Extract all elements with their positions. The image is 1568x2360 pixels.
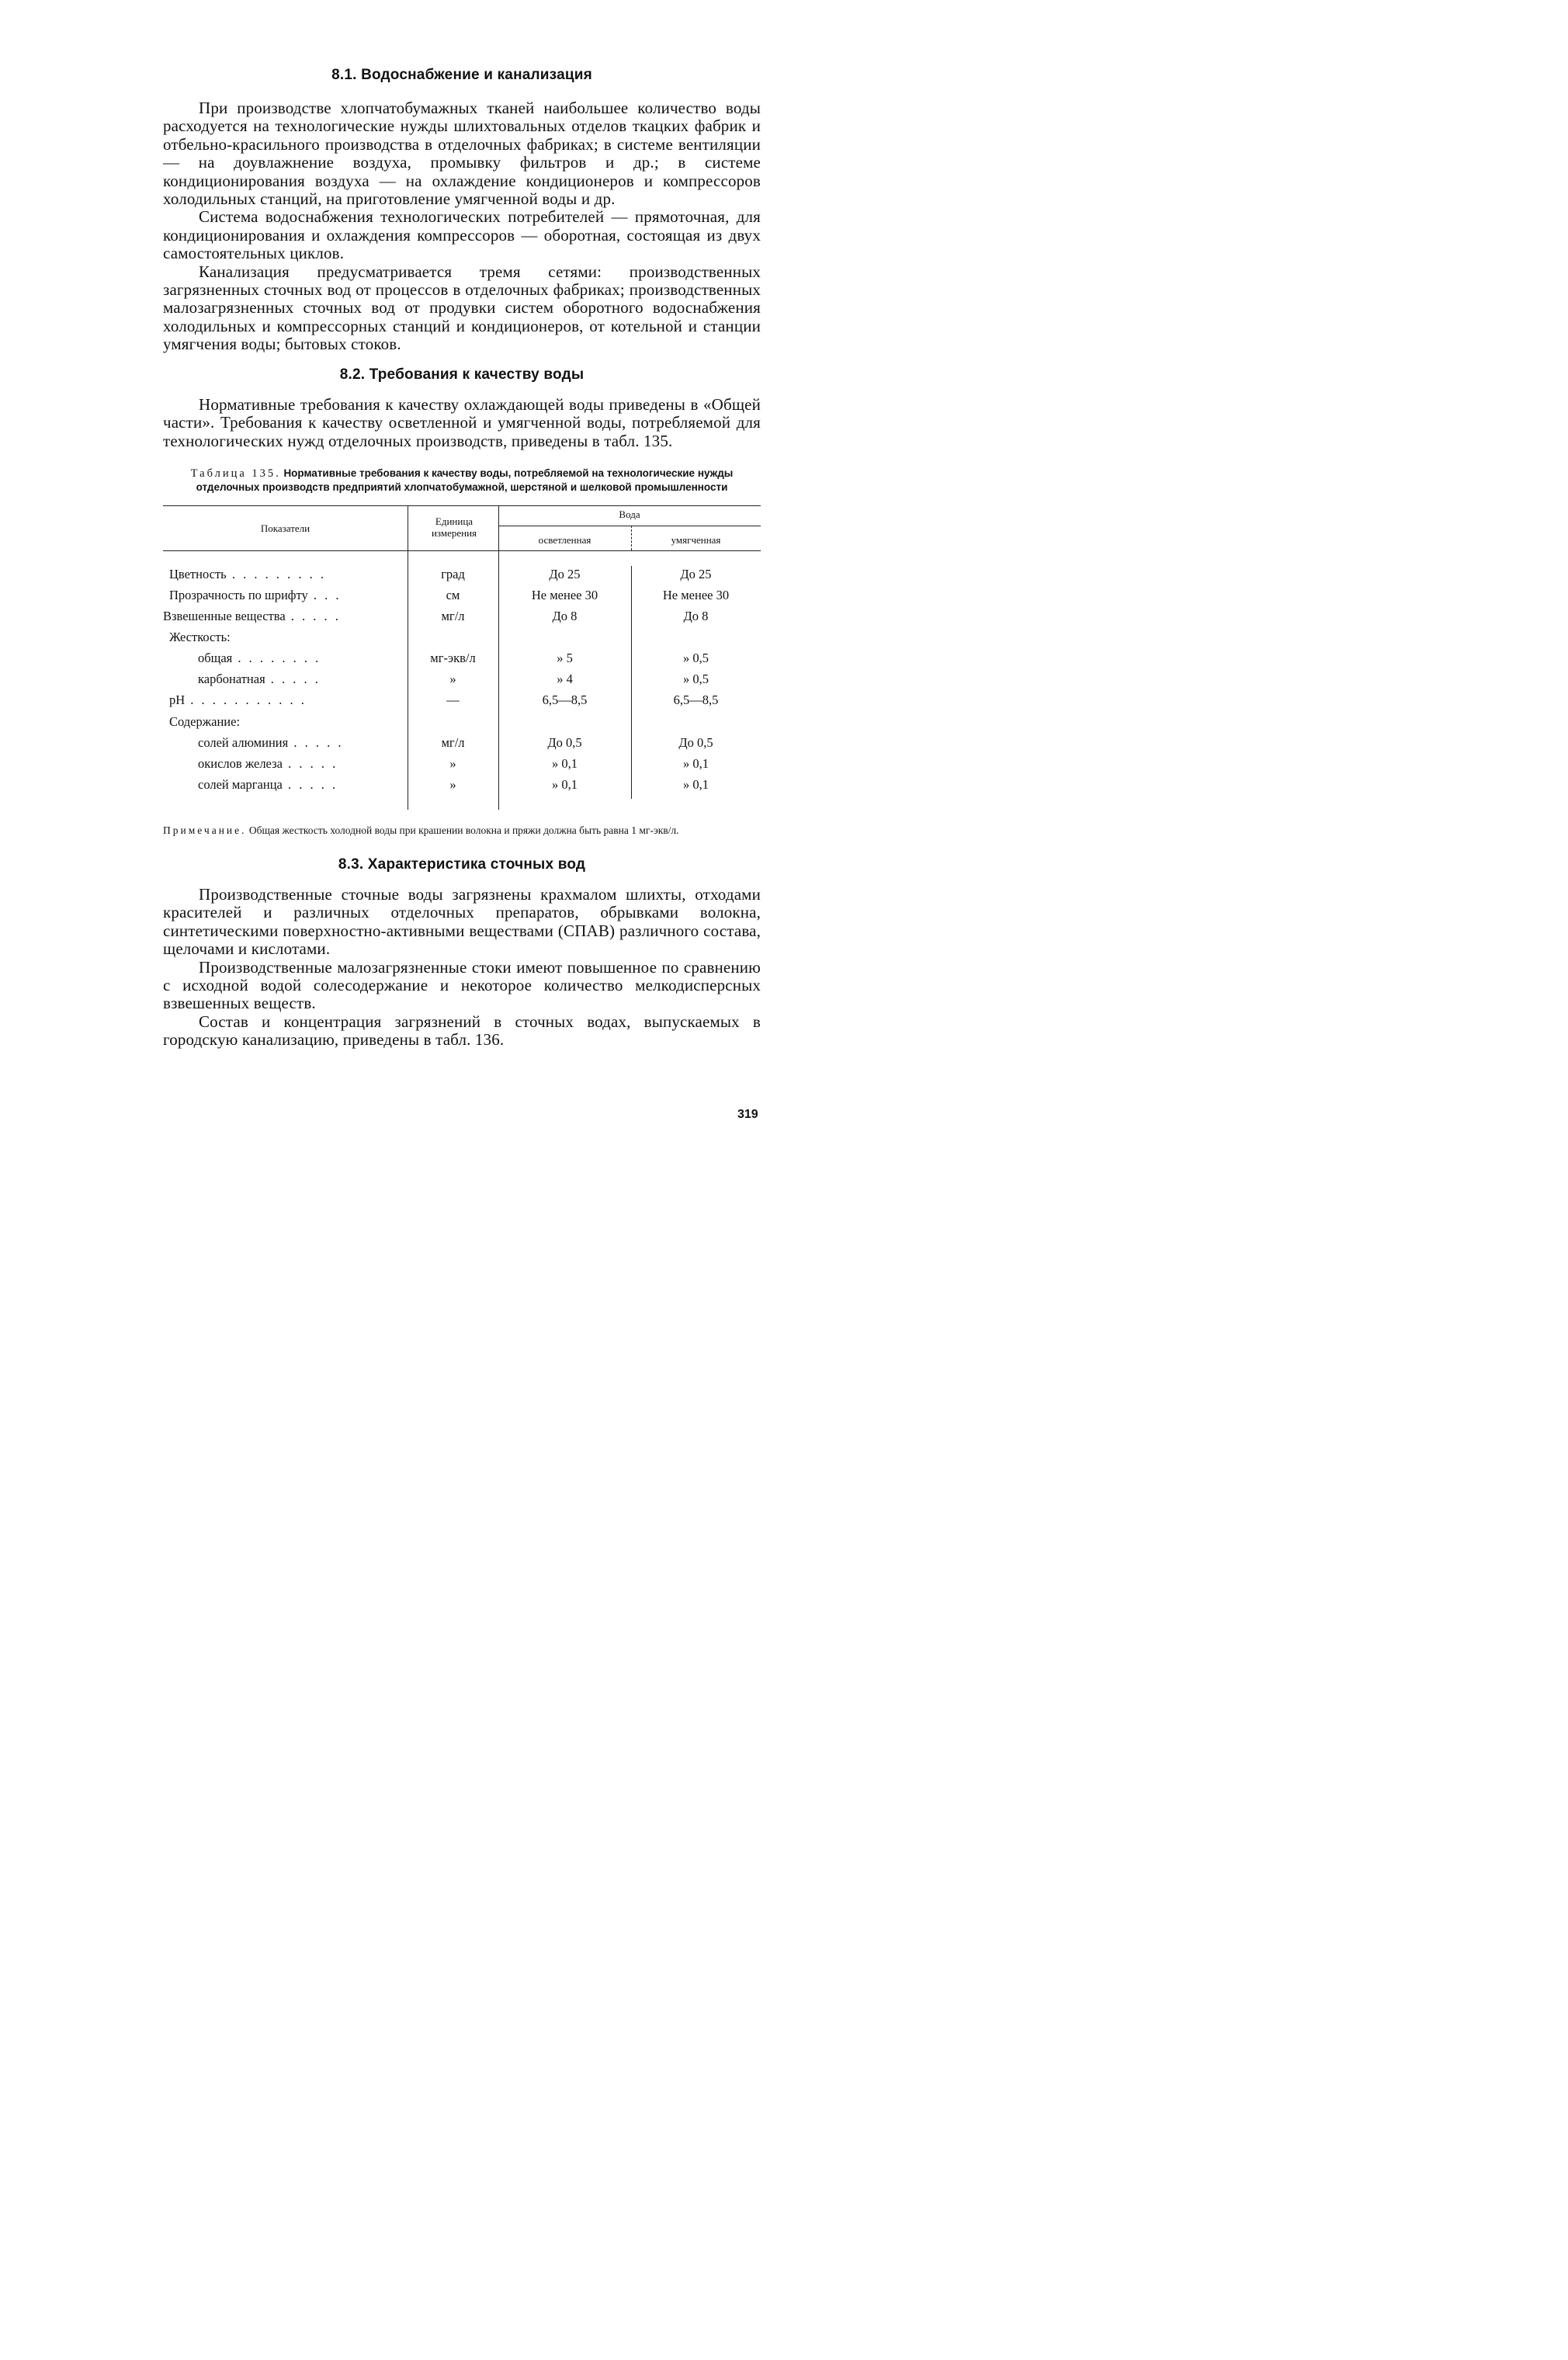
cell-softened: До 0,5 <box>678 734 713 750</box>
cell-unit: мг-экв/л <box>430 650 476 665</box>
row-label-text: карбонатная <box>198 671 265 686</box>
section-8-1-body <box>163 99 761 354</box>
cell-clarified: 6,5—8,5 <box>542 692 588 707</box>
paragraph: Система водоснабжения технологических потребителей — прямоточная, для кондиционирования и охлаждения компрессоров — оборотная, состоящая из двух самостоятельных циклов. <box>163 207 761 263</box>
cell-softened: » 0,1 <box>683 776 709 792</box>
paragraph: Производственные сточные воды загрязнены крахмалом шлихты, отходами красителей и различных отделочных препаратов, обрывками волокна, синтетическими поверхностно-активными веществами (СПАВ) различного состава, щелочами и кислотами. <box>163 884 761 959</box>
row-label-text: Прозрачность по шрифту <box>169 587 308 602</box>
cell-unit: » <box>449 671 456 686</box>
paragraph: При производстве хлопчатобумажных тканей наибольшее количество воды расходуется на технологические нужды шлихтовальных отделов ткацких фабрик и отбельно-красильного производства в отделочных фабриках; в системе вентиляции — на доувлажнение воздуха, промывку фильтров и др.; в системе кондиционирования воздуха — на охлаждение кондиционеров и компрессоров холодильных станций, на приготовление умягченной воды и др. <box>163 99 761 209</box>
cell-softened: До 25 <box>680 566 712 581</box>
cell-clarified: До 25 <box>549 566 581 581</box>
section-8-3-heading: 8.3. Характеристика сточных вод <box>338 856 586 873</box>
leader-dots: . . . . . . . . . <box>226 566 326 581</box>
leader-dots: . . . . . <box>265 671 321 686</box>
page-number: 319 <box>737 1108 758 1121</box>
cell-unit: » <box>449 776 456 792</box>
cell-unit: мг/л <box>441 608 465 623</box>
header-indicator: Показатели <box>260 522 310 534</box>
cell-softened: 6,5—8,5 <box>673 692 719 707</box>
section-8-1-heading: 8.1. Водоснабжение и канализация <box>331 67 592 83</box>
cell-softened: Не менее 30 <box>662 587 730 602</box>
header-unit: Единица измерения <box>431 515 477 539</box>
table-row-label: Содержание: <box>169 713 241 729</box>
leader-dots: . . . . . <box>282 776 338 792</box>
cell-unit: см <box>446 587 460 602</box>
section-8-3-body <box>163 886 761 1050</box>
cell-unit: мг/л <box>441 734 465 750</box>
cell-unit: » <box>449 755 456 771</box>
table-row-label <box>163 609 341 624</box>
paragraph: Нормативные требования к качеству охлаждающей воды приведены в «Общей части». Требования к качеству осветленной и умягченной воды, потребляемой для технологических нужд отделочных производств, приведены в табл. 135. <box>163 394 761 450</box>
table-row-label <box>198 756 338 772</box>
header-water: Вода <box>619 508 640 520</box>
cell-unit: град <box>441 566 465 581</box>
table-note <box>163 825 761 836</box>
table-top-rule <box>163 505 761 506</box>
table-row-label: Жесткость: <box>169 629 231 644</box>
row-label-text: окислов железа <box>198 755 283 771</box>
header-bottom-rule <box>163 550 761 551</box>
row-label-text: солей алюминия <box>198 734 289 750</box>
table-135 <box>163 505 761 810</box>
paragraph: Канализация предусматривается тремя сетями: производственных загрязненных сточных вод от процессов в отделочных фабриках; производственных малозагрязненных сточных вод от продувки систем оборотного водоснабжения холодильных и компрессорных станций и кондиционеров, от котельной и станции умягчения воды; бытовых стоков. <box>163 262 761 354</box>
row-label-text: pH <box>169 692 186 707</box>
row-label-text: Взвешенные вещества <box>163 608 286 623</box>
row-label-text: солей марганца <box>198 776 283 792</box>
leader-dots: . . . <box>307 587 342 602</box>
cell-clarified: » 0,1 <box>552 776 578 792</box>
table-row-label <box>198 672 321 687</box>
leader-dots: . . . . . <box>282 755 338 771</box>
table-caption-label: Таблица 135. <box>190 467 281 480</box>
leader-dots: . . . . . . . . <box>232 650 321 665</box>
cell-softened: » 0,5 <box>683 671 709 686</box>
cell-clarified: До 8 <box>552 608 578 623</box>
cell-clarified: » 0,1 <box>552 755 578 771</box>
leader-dots: . . . . . . . . . . . <box>185 692 307 707</box>
cell-clarified: » 4 <box>557 671 573 686</box>
row-label-text: общая <box>198 650 233 665</box>
row-label-text: Цветность <box>169 566 227 581</box>
header-clarified: осветленная <box>538 533 591 546</box>
cell-clarified: » 5 <box>557 650 573 665</box>
cell-clarified: Не менее 30 <box>531 587 598 602</box>
cell-clarified: До 0,5 <box>547 734 582 750</box>
table-row-label <box>198 735 343 751</box>
table-row-label <box>198 777 338 793</box>
section-8-2-heading: 8.2. Требования к качеству воды <box>339 366 585 383</box>
page-content <box>163 67 761 1050</box>
table-caption-title: Нормативные требования к качеству воды, потребляемой на технологические нужды отделочных производств предприятий хлопчатобумажной, шерстяной и шелковой промышленности <box>196 467 734 493</box>
cell-softened: » 0,1 <box>683 755 709 771</box>
leader-dots: . . . . . <box>285 608 341 623</box>
table-row-label <box>169 567 326 582</box>
leader-dots: . . . . . <box>288 734 344 750</box>
cell-softened: » 0,5 <box>683 650 709 665</box>
note-text: Общая жесткость холодной воды при крашении волокна и пряжи должна быть равна 1 мг-экв/л. <box>248 824 679 836</box>
cell-softened: До 8 <box>683 608 709 623</box>
header-softened: умягченная <box>671 533 721 546</box>
table-row-label <box>198 651 321 666</box>
section-8-2-body <box>163 396 761 450</box>
note-label: Примечание. <box>163 824 247 836</box>
table-row-label <box>169 588 342 603</box>
table-row-label <box>169 692 307 708</box>
table-135-caption <box>163 467 761 495</box>
cell-unit: — <box>446 692 460 707</box>
paragraph: Состав и концентрация загрязнений в сточных водах, выпускаемых в городскую канализацию, приведены в табл. 136. <box>163 1012 761 1050</box>
paragraph: Производственные малозагрязненные стоки имеют повышенное по сравнению с исходной водой солесодержание и некоторое количество мелкодисперсных взвешенных веществ. <box>163 957 761 1013</box>
